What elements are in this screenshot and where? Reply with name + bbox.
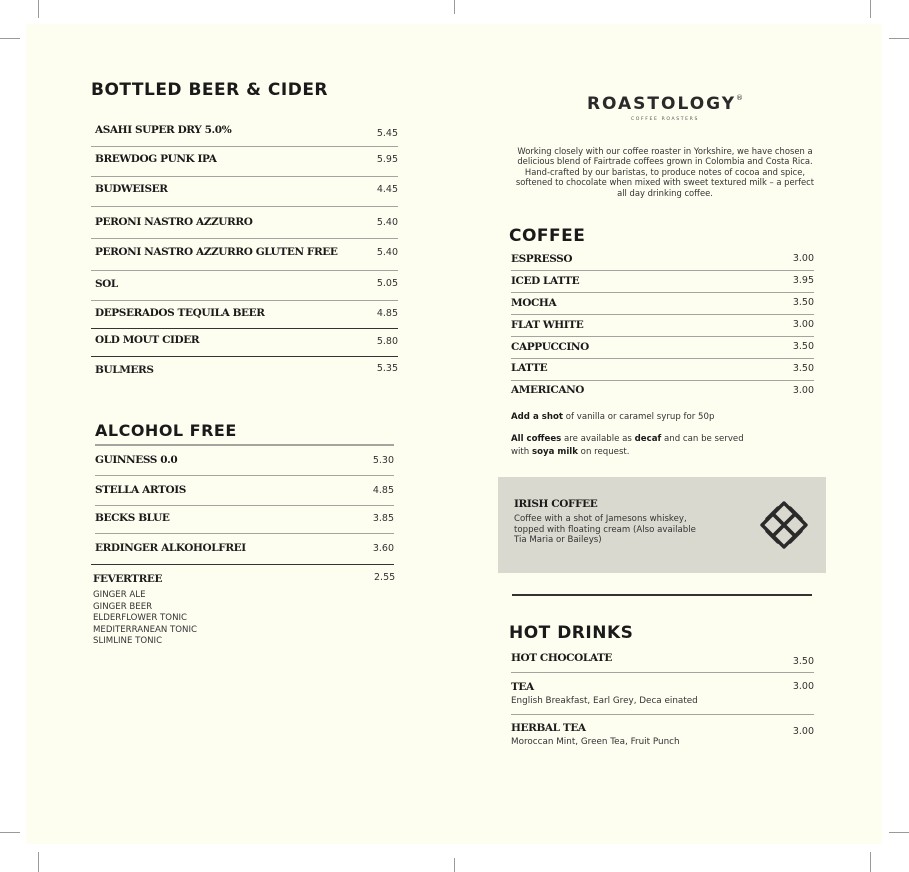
brand-name: ROASTOLOGY [586, 94, 737, 114]
fevertree-name: FEVERTREE [93, 573, 163, 585]
menu-item-row [95, 452, 394, 476]
crop-mark [0, 832, 20, 833]
menu-item-row [91, 122, 398, 147]
note-bold: All coffees [511, 434, 562, 444]
item-name: STELLA ARTOIS [95, 484, 186, 496]
item-name: DEPSERADOS TEQUILA BEER [95, 307, 265, 319]
item-name: LATTE [511, 362, 548, 374]
menu-item-row [91, 214, 398, 239]
coffee-title: COFFEE [509, 226, 586, 246]
decaf-note [511, 433, 763, 458]
item-price: 3.00 [792, 319, 814, 330]
note-bold: decaf [634, 434, 662, 444]
menu-item-row [511, 317, 814, 337]
item-name: GUINNESS 0.0 [95, 454, 178, 466]
menu-item-row [95, 510, 394, 534]
item-name: ESPRESSO [511, 253, 573, 265]
menu-item-row [91, 182, 398, 207]
registered-mark: ® [736, 94, 744, 102]
hot-drinks-title: HOT DRINKS [509, 623, 634, 643]
item-name: BUDWEISER [95, 183, 168, 195]
item-price: 5.35 [376, 363, 398, 374]
item-name: FLAT WHITE [511, 319, 584, 331]
crop-mark [870, 852, 871, 872]
beer-cider-title: BOTTLED BEER & CIDER [91, 80, 329, 100]
list-item: GINGER BEER [93, 601, 153, 612]
item-name: BREWDOG PUNK IPA [95, 153, 217, 165]
list-item: SLIMLINE TONIC [93, 636, 163, 646]
intro-text: Working closely with our coffee roaster in Yorkshire, we have chosen a delicious blend of Fairtrade coffees grown in Colombia and Costa Rica. Hand-crafted by our baristas, to produce notes of cocoa and spice, softened to chocolate when mixed with sweet textured milk – a perfect all day drinking coffee. [515, 146, 815, 198]
item-name: AMERICANO [511, 384, 585, 396]
item-price: 3.50 [792, 297, 814, 308]
item-name: ICED LATTE [511, 275, 580, 287]
irish-coffee-name: IRISH COFFEE [514, 498, 598, 510]
menu-item-row [511, 251, 814, 271]
item-price: 4.45 [376, 184, 398, 195]
crop-mark [454, 0, 455, 14]
item-name: CAPPUCCINO [511, 341, 589, 353]
section-divider [512, 594, 812, 596]
menu-item-row [511, 720, 814, 750]
item-price: 5.40 [376, 217, 398, 228]
alcohol-free-title: ALCOHOL FREE [95, 421, 237, 440]
item-price: 3.00 [792, 726, 814, 737]
crop-mark [38, 0, 39, 18]
item-price: 4.85 [376, 308, 398, 319]
list-item: ELDERFLOWER TONIC [93, 613, 188, 623]
menu-item-row [95, 482, 394, 506]
crop-mark [38, 852, 39, 872]
item-name: ERDINGER ALKOHOLFREI [95, 542, 246, 554]
item-name: SOL [95, 278, 118, 290]
menu-item-row [511, 383, 814, 401]
menu-item-row [91, 244, 398, 271]
crop-mark [889, 38, 909, 39]
item-price: 3.00 [792, 385, 814, 396]
menu-item-row [511, 339, 814, 359]
item-name: BULMERS [95, 364, 154, 376]
note-text: are available as [561, 434, 635, 444]
irish-coffee-description: Coffee with a shot of Jamesons whiskey, topped with floating cream (Also available Tia Maria or Baileys) [514, 514, 696, 545]
menu-item-row [511, 295, 814, 315]
section-rule [95, 444, 394, 446]
fevertree-price: 2.55 [374, 572, 396, 583]
menu-item-row [91, 540, 394, 565]
brand-tagline: COFFEE ROASTERS [631, 117, 699, 122]
item-name: PERONI NASTRO AZZURRO GLUTEN FREE [95, 246, 338, 258]
note-text: and can be served with [511, 434, 744, 457]
item-name: BECKS BLUE [95, 512, 170, 524]
item-price: 5.40 [376, 247, 398, 258]
menu-item-row [511, 361, 814, 381]
crop-mark [870, 0, 871, 18]
menu-item-row [91, 362, 398, 382]
menu-item-row [91, 276, 398, 301]
crop-mark [889, 832, 909, 833]
item-name: PERONI NASTRO AZZURRO [95, 216, 253, 228]
celtic-knot-icon [759, 500, 809, 550]
item-price: 4.85 [372, 485, 394, 496]
item-name: ASAHI SUPER DRY 5.0% [95, 124, 232, 136]
crop-mark [0, 38, 20, 39]
item-price: 5.80 [376, 336, 398, 347]
note-text: of vanilla or caramel syrup for 50p [562, 412, 715, 422]
item-name: HERBAL TEA [511, 722, 586, 734]
crop-mark [454, 858, 455, 872]
item-price: 3.60 [372, 543, 394, 554]
menu-item-row [91, 152, 398, 177]
fevertree-options [93, 590, 197, 648]
note-bold: soya milk [531, 446, 578, 457]
item-detail: Moroccan Mint, Green Tea, Fruit Punch [511, 737, 680, 747]
item-name: OLD MOUT CIDER [95, 334, 200, 346]
list-item: GINGER ALE [93, 590, 146, 600]
menu-item-row [511, 273, 814, 293]
menu-item-row [91, 333, 398, 357]
item-name: MOCHA [511, 297, 557, 309]
brand-logo [580, 94, 750, 122]
shot-note [511, 411, 814, 424]
item-price: 3.50 [792, 363, 814, 374]
item-name: TEA [511, 681, 534, 693]
menu-item-row [511, 679, 814, 715]
item-price: 3.00 [792, 681, 814, 692]
item-price: 3.00 [792, 253, 814, 264]
item-detail: English Breakfast, Earl Grey, Deca einated [511, 696, 698, 706]
item-name: HOT CHOCOLATE [511, 652, 613, 664]
note-bold: Add a shot [511, 412, 563, 422]
item-price: 5.05 [376, 278, 398, 289]
item-price: 5.45 [376, 128, 398, 139]
item-price: 3.95 [792, 275, 814, 286]
menu-item-row [91, 305, 398, 329]
note-text: on request. [577, 446, 630, 457]
list-item: MEDITERRANEAN TONIC [93, 624, 198, 635]
item-price: 3.85 [372, 513, 394, 524]
item-price: 3.50 [792, 656, 814, 667]
item-price: 5.30 [372, 455, 394, 466]
irish-coffee-panel [498, 477, 826, 573]
menu-item-row [511, 650, 814, 673]
item-price: 3.50 [792, 341, 814, 352]
item-price: 5.95 [376, 154, 398, 165]
